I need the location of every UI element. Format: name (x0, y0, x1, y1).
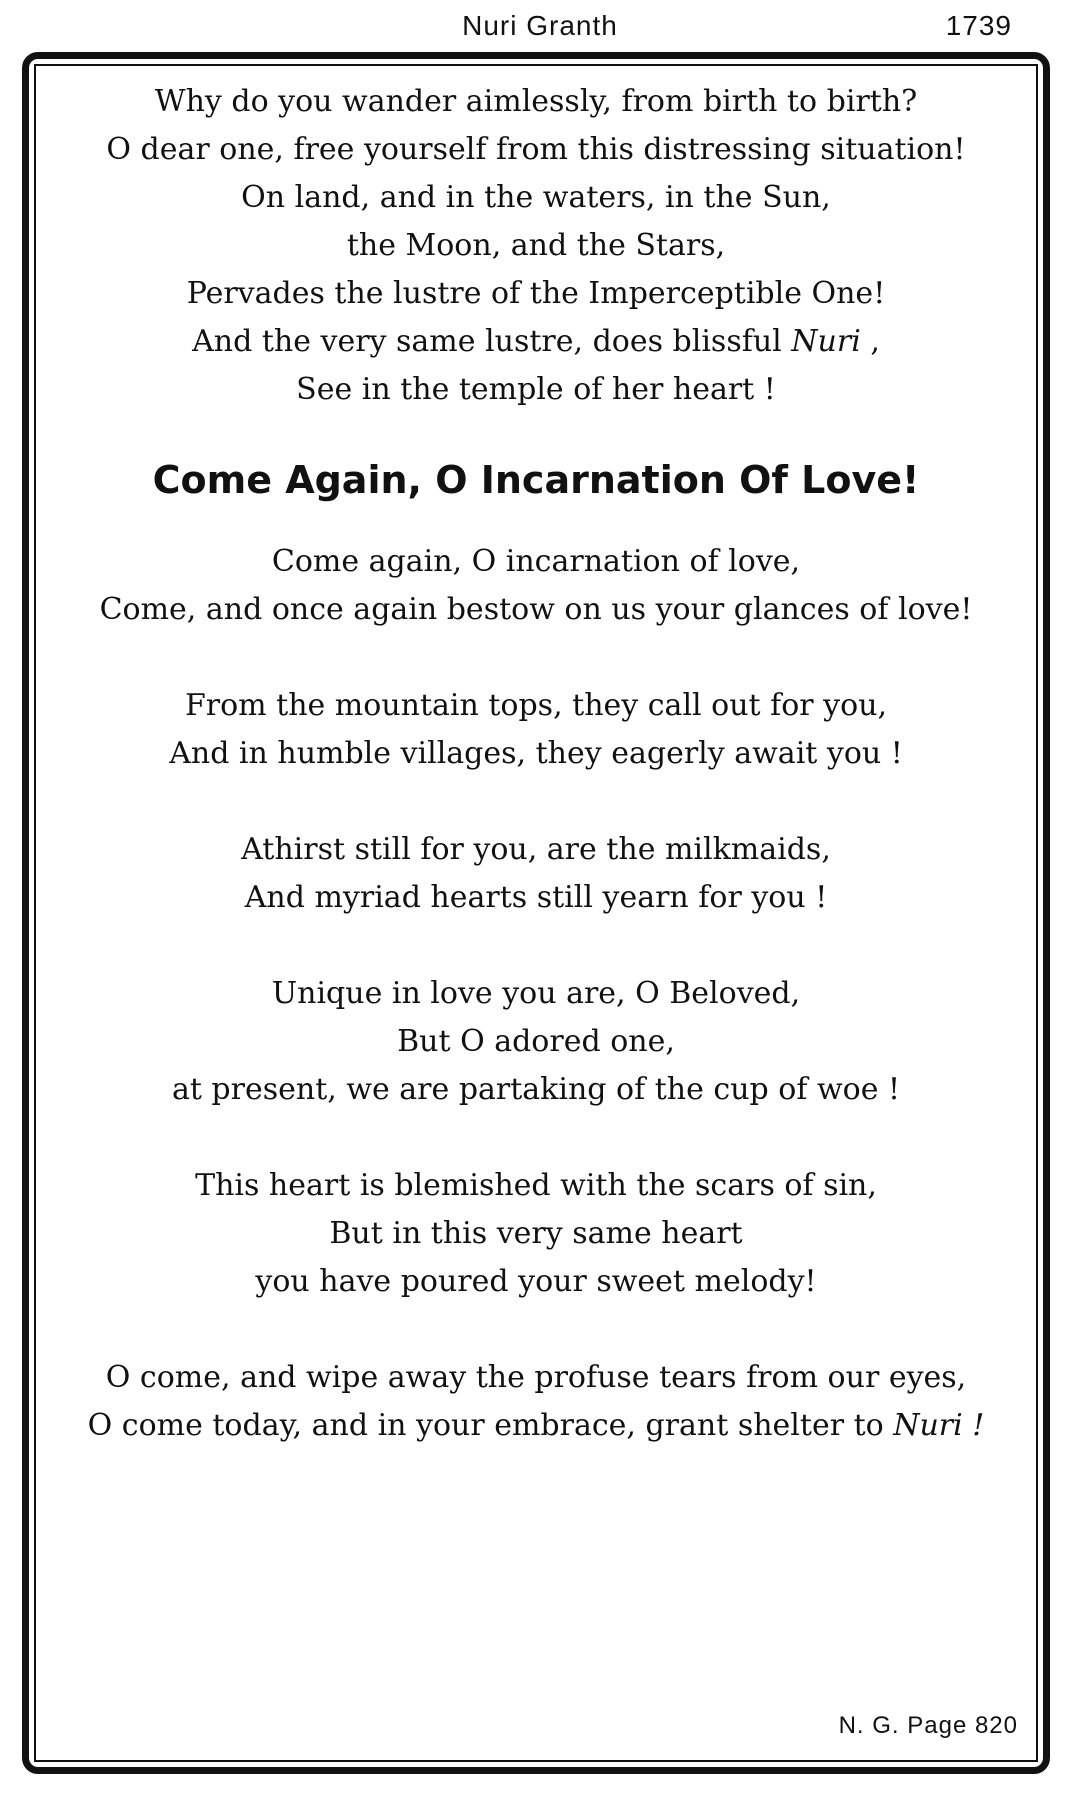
verse-line: Athirst still for you, are the milkmaids, (241, 832, 831, 867)
verse-line (36, 1406, 1036, 1446)
verse-line: at present, we are partaking of the cup of woe ! (171, 1072, 901, 1107)
verse-line: Pervades the lustre of the Imperceptible One! (186, 276, 886, 311)
verse-line: O come, and wipe away the profuse tears from our eyes, (105, 1360, 967, 1395)
verse-line: you have poured your sweet melody! (255, 1264, 817, 1299)
verse-line: Why do you wander aimlessly, from birth to birth? (154, 84, 918, 119)
book-title: Nuri Granth (462, 10, 618, 41)
verse-line: O dear one, free yourself from this distressing situation! (106, 132, 966, 167)
page-reference: N. G. Page 820 (838, 1712, 1018, 1739)
verse-line: And in humble villages, they eagerly await you ! (169, 736, 903, 771)
poet-name: Nuri (791, 324, 861, 359)
verse-line: But O adored one, (397, 1024, 675, 1059)
verse-line: And myriad hearts still yearn for you ! (244, 880, 828, 915)
verse-line: See in the temple of her heart ! (296, 372, 776, 407)
verse-line: Come, and once again bestow on us your glances of love! (99, 592, 973, 627)
verse-text: , (860, 324, 880, 359)
verse-line: From the mountain tops, they call out for you, (184, 688, 888, 723)
verse-line: This heart is blemished with the scars of sin, (195, 1168, 877, 1203)
verse-line: But in this very same heart (329, 1216, 743, 1251)
verse-line: the Moon, and the Stars, (346, 228, 726, 263)
running-head (0, 10, 1080, 44)
verse-line: Unique in love you are, O Beloved, (271, 976, 801, 1011)
verse-text: And the very same lustre, does blissful (192, 324, 792, 359)
page-number: 1739 (945, 10, 1012, 41)
poet-name: Nuri ! (893, 1408, 985, 1443)
verse-line: Come again, O incarnation of love, (271, 544, 801, 579)
poem-title: Come Again, O Incarnation Of Love! (152, 458, 920, 502)
verse-line (36, 322, 1036, 362)
verse-text: O come today, and in your embrace, grant shelter to (87, 1408, 894, 1443)
verse-line: On land, and in the waters, in the Sun, (241, 180, 831, 215)
